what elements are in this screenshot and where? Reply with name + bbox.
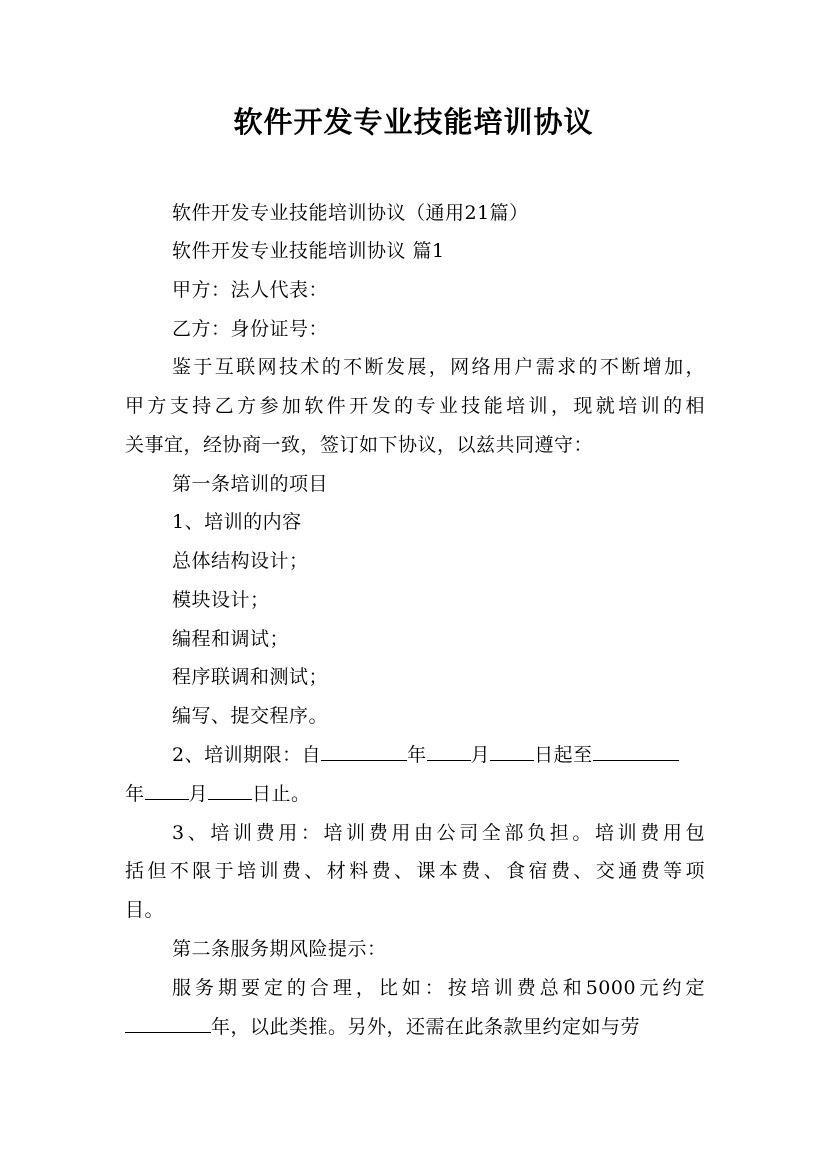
article-2-heading: 第二条服务期风险提示： xyxy=(172,938,387,960)
period-year2-label: 年 xyxy=(125,783,145,805)
period-month-label: 月 xyxy=(470,744,491,766)
service-paragraph-line-2 xyxy=(125,1014,705,1040)
blank-end-day xyxy=(208,781,252,800)
period-month2-label: 月 xyxy=(188,783,209,805)
blank-start-year xyxy=(321,742,407,761)
document-title: 软件开发专业技能培训协议 xyxy=(233,105,594,139)
content-item-2: 模块设计； xyxy=(172,589,270,611)
item-1-heading: 1、培训的内容 xyxy=(172,511,302,533)
period-day-from-label: 日起至 xyxy=(534,744,593,766)
training-period-line-2 xyxy=(125,781,705,807)
content-item-1: 总体结构设计； xyxy=(172,550,309,572)
service-paragraph-line-1: 服务期要定的合理，比如：按培训费总和5000元约定 xyxy=(172,977,705,999)
blank-end-month xyxy=(145,781,189,800)
intro-paragraph-line-3: 关事宜，经协商一致，签订如下协议，以兹共同遵守： xyxy=(125,434,594,456)
party-a-line: 甲方：法人代表： xyxy=(172,279,329,301)
fee-paragraph-line-2: 括但不限于培训费、材料费、课本费、食宿费、交通费等项 xyxy=(125,860,705,882)
article-1-heading: 第一条培训的项目 xyxy=(172,473,329,495)
period-year-label: 年 xyxy=(407,744,427,766)
blank-service-years xyxy=(125,1014,211,1033)
party-b-line: 乙方：身份证号： xyxy=(172,318,329,340)
blank-start-day xyxy=(490,742,534,761)
training-period-line-1 xyxy=(172,742,705,768)
service-line-2-text: 年，以此类推。另外，还需在此条款里约定如与劳 xyxy=(211,1016,641,1038)
content-item-5: 编写、提交程序。 xyxy=(172,705,329,727)
period-end-label: 日止。 xyxy=(252,783,311,805)
blank-start-month xyxy=(427,742,471,761)
fee-paragraph-line-3: 目。 xyxy=(125,899,165,921)
part-heading: 软件开发专业技能培训协议 篇1 xyxy=(172,240,445,262)
content-item-3: 编程和调试； xyxy=(172,628,290,650)
blank-end-year xyxy=(593,742,679,761)
fee-paragraph-line-1: 3、培训费用：培训费用由公司全部负担。培训费用包 xyxy=(172,822,705,844)
intro-paragraph-line-1: 鉴于互联网技术的不断发展，网络用户需求的不断增加， xyxy=(172,356,705,378)
period-prefix: 2、培训期限：自 xyxy=(172,744,322,766)
content-item-4: 程序联调和测试； xyxy=(172,666,329,688)
intro-paragraph-line-2: 甲方支持乙方参加软件开发的专业技能培训，现就培训的相 xyxy=(125,395,705,417)
document-subtitle: 软件开发专业技能培训协议（通用21篇） xyxy=(172,202,529,224)
